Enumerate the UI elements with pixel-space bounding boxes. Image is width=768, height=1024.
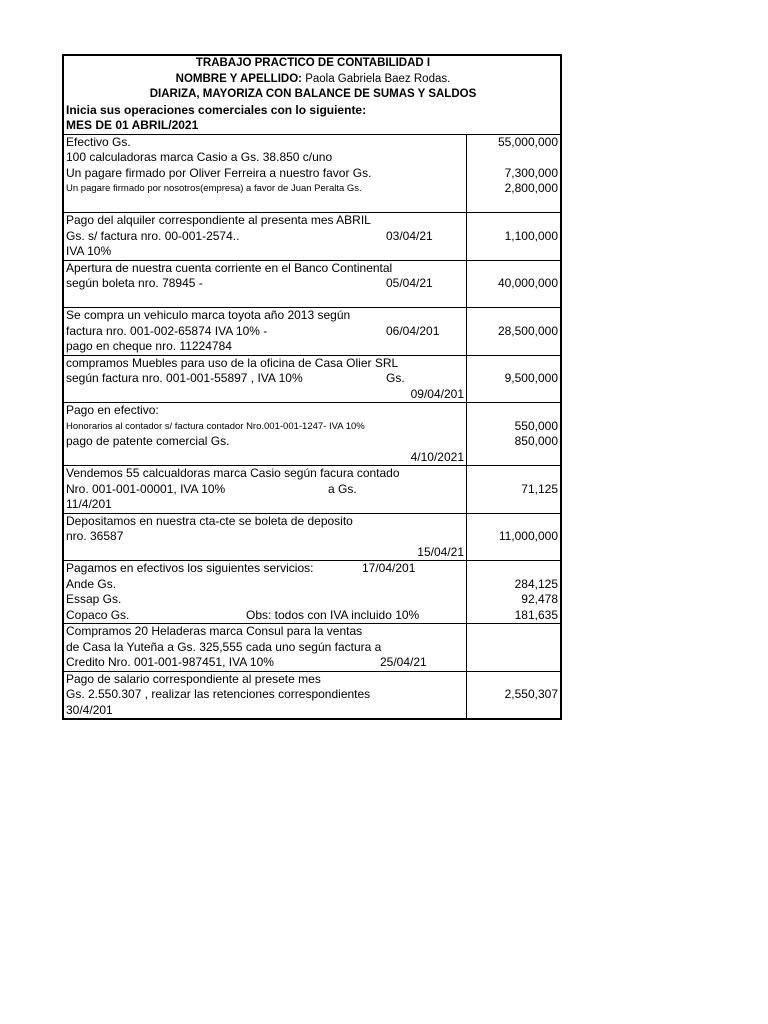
entry-amount: 11,000,000 [498, 529, 558, 543]
entry-block [64, 624, 466, 672]
entry-date: Gs. [386, 371, 405, 385]
entry-amount [467, 213, 560, 229]
entry-line [64, 181, 466, 197]
entry-text: Gs. 2.550.307 , realizar las retenciones correspondientes [66, 687, 371, 701]
entry-line [64, 387, 466, 403]
entry-text: Vendemos 55 calcualdoras marca Casio según facura contado [66, 466, 400, 480]
entry-block [64, 356, 466, 404]
entry-line [64, 545, 466, 561]
student-name-line [64, 72, 560, 88]
name-label: NOMBRE Y APELLIDO: [175, 72, 302, 85]
entry-line [64, 529, 466, 545]
entry-line [64, 450, 466, 466]
entry-amount-block [467, 308, 560, 356]
entry-amount [467, 561, 560, 577]
entry-text: 11/4/201 [66, 497, 112, 511]
entry-amount [467, 545, 560, 561]
entry-line [64, 561, 466, 577]
entry-amount: 71,125 [521, 481, 558, 496]
entry-line [64, 672, 466, 688]
entry-date: 06/04/201 [386, 323, 440, 338]
entry-text: Un pagare firmado por nosotros(empresa) a favor de Juan Peralta Gs. [66, 183, 362, 194]
entry-amount [467, 356, 560, 372]
name-value: Paola Gabriela Baez Rodas. [305, 72, 451, 85]
entry-amount-block [467, 213, 560, 261]
entry-date: 03/04/21 [386, 228, 433, 243]
entry-line [64, 308, 466, 324]
entry-text: Depositamos en nuestra cta-cte se boleta de deposito [66, 513, 353, 528]
entry-amount: 550,000 [514, 418, 558, 433]
entry-block [64, 466, 466, 514]
entry-date: 09/04/201 [410, 386, 464, 401]
entry-line [64, 482, 466, 498]
entry-amount-block [467, 514, 560, 562]
entry-line [64, 592, 466, 608]
entry-line [64, 703, 466, 719]
entry-amount [467, 339, 560, 355]
entry-amount [467, 672, 560, 688]
entry-amount: 284,125 [514, 576, 558, 591]
entry-text: pago de patente comercial Gs. [66, 434, 230, 448]
entry-block [64, 308, 466, 356]
entry-line [64, 608, 466, 624]
entry-line [64, 324, 466, 340]
entry-date: 05/04/21 [386, 276, 433, 290]
entry-amount [467, 197, 560, 213]
entry-line [64, 244, 466, 260]
entry-date: a Gs. [328, 481, 357, 496]
entry-line [64, 640, 466, 656]
entry-text: Pagamos en efectivos los siguientes servicios: [66, 561, 314, 575]
entry-line [64, 655, 466, 671]
entry-line [64, 339, 466, 355]
entry-text: según factura nro. 001-001-55897 , IVA 10% [66, 371, 303, 385]
entry-amount-block [467, 261, 560, 309]
entry-text: Se compra un vehiculo marca toyota año 2013 según [66, 308, 351, 322]
month-line: MES DE 01 ABRIL/2021 [66, 118, 199, 132]
entry-text: Compramos 20 Heladeras marca Consul para la ventas [66, 624, 363, 638]
entry-text: 100 calculadoras marca Casio a Gs. 38.850 c/uno [66, 150, 333, 164]
entry-amount [467, 261, 560, 277]
entry-text: Essap Gs. [66, 592, 122, 606]
entry-amount [467, 655, 560, 671]
worksheet [62, 54, 562, 720]
entry-text: factura nro. 001-002-65874 IVA 10% - [66, 323, 268, 338]
entry-amount [467, 292, 560, 308]
entry-text: según boleta nro. 78945 - [66, 276, 203, 290]
entry-line [64, 229, 466, 245]
entry-line [64, 466, 466, 482]
description-column [64, 135, 467, 719]
entry-text: nro. 36587 [66, 529, 124, 543]
intro-text: Inicia sus operaciones comerciales con lo siguiente: [66, 102, 367, 117]
entry-line [64, 261, 466, 277]
entry-text: Apertura de nuestra cuenta corriente en el Banco Continental [66, 260, 393, 275]
entry-block [64, 261, 466, 309]
entry-amount: 2,800,000 [504, 181, 558, 195]
entry-text: Credito Nro. 001-001-987451, IVA 10% [66, 655, 274, 669]
entry-amount [467, 150, 560, 166]
entry-line [64, 497, 466, 513]
entry-text: Honorarios al contador s/ factura contador Nro.001-001-1247- IVA 10% [66, 420, 365, 432]
entry-text: Nro. 001-001-00001, IVA 10% [66, 481, 226, 496]
entry-line [64, 213, 466, 229]
entry-text: IVA 10% [66, 244, 112, 258]
entry-block [64, 561, 466, 624]
entry-line [64, 135, 466, 151]
sheet-header [64, 56, 560, 134]
amount-column [467, 135, 560, 719]
entry-amount: 40,000,000 [497, 276, 558, 290]
entry-date: Obs: todos con IVA incluido 10% [246, 607, 420, 622]
sheet-subtitle: DIARIZA, MAYORIZA CON BALANCE DE SUMAS Y SALDOS [149, 88, 477, 100]
entry-date: 25/04/21 [380, 655, 427, 669]
entry-amount [467, 497, 560, 513]
entry-amount: 7,300,000 [504, 165, 558, 180]
entry-amount: 9,500,000 [504, 371, 558, 385]
entry-line [64, 371, 466, 387]
entry-line [64, 403, 466, 419]
entry-amount [467, 403, 560, 419]
entry-line [64, 624, 466, 640]
entry-block [64, 135, 466, 214]
entry-line [64, 292, 466, 308]
entry-amount [467, 387, 560, 403]
entry-amount [467, 450, 560, 466]
entry-amount-block [467, 403, 560, 466]
entry-amount-block [467, 624, 560, 672]
entry-amount [467, 703, 560, 719]
entry-block [64, 403, 466, 466]
entry-text: Pago en efectivo: [66, 403, 159, 417]
entry-text: 30/4/201 [66, 702, 113, 717]
sheet-title: TRABAJO PRACTICO DE CONTABILIDAD I [195, 57, 431, 69]
entry-text: de Casa la Yuteña a Gs. 325,555 cada uno según factura a [66, 639, 382, 654]
entry-text: Pago de salario correspondiente al presete mes [66, 671, 321, 686]
entry-date: 15/04/21 [417, 544, 464, 559]
entry-line [64, 514, 466, 530]
entry-text: pago en cheque nro. 11224784 [66, 339, 232, 353]
entry-amount: 92,478 [521, 592, 558, 606]
entry-line [64, 276, 466, 292]
entry-text: Un pagare firmado por Oliver Ferreira a nuestro favor Gs. [66, 165, 372, 180]
entry-text: Gs. s/ factura nro. 00-001-2574.. [66, 228, 240, 243]
entry-amount: 2,550,307 [504, 687, 558, 701]
entry-amount: 28,500,000 [497, 323, 558, 338]
entry-line [64, 419, 466, 435]
entry-amount-block [467, 356, 560, 404]
entry-line [64, 577, 466, 593]
entry-text: Pago del alquiler correspondiente al presenta mes ABRIL [66, 213, 371, 227]
entry-amount [467, 244, 560, 260]
entry-block [64, 672, 466, 719]
entry-line [64, 356, 466, 372]
entry-date: 17/04/201 [362, 561, 416, 575]
entry-text: Efectivo Gs. [66, 134, 131, 149]
entry-amount-block [467, 561, 560, 624]
entry-text: compramos Muebles para uso de la oficina de Casa Olier SRL [66, 355, 399, 370]
entries-table [64, 134, 560, 719]
entry-amount: 1,100,000 [504, 228, 558, 243]
entry-amount-block [467, 135, 560, 214]
entry-date: 4/10/2021 [410, 449, 464, 464]
entry-text: Copaco Gs. [66, 607, 130, 622]
entry-amount: 181,635 [514, 607, 558, 622]
entry-amount: 850,000 [514, 434, 558, 448]
entry-block [64, 213, 466, 261]
entry-block [64, 514, 466, 562]
entry-amount [467, 514, 560, 530]
entry-line [64, 434, 466, 450]
entry-amount-block [467, 672, 560, 719]
entry-line [64, 687, 466, 703]
entry-amount: 55,000,000 [497, 134, 558, 149]
entry-line [64, 197, 466, 213]
entry-amount [467, 624, 560, 640]
entry-line [64, 166, 466, 182]
entry-amount-block [467, 466, 560, 514]
entry-amount [467, 640, 560, 656]
entry-amount [467, 466, 560, 482]
entry-text: Ande Gs. [66, 576, 117, 591]
entry-amount [467, 308, 560, 324]
entry-line [64, 150, 466, 166]
